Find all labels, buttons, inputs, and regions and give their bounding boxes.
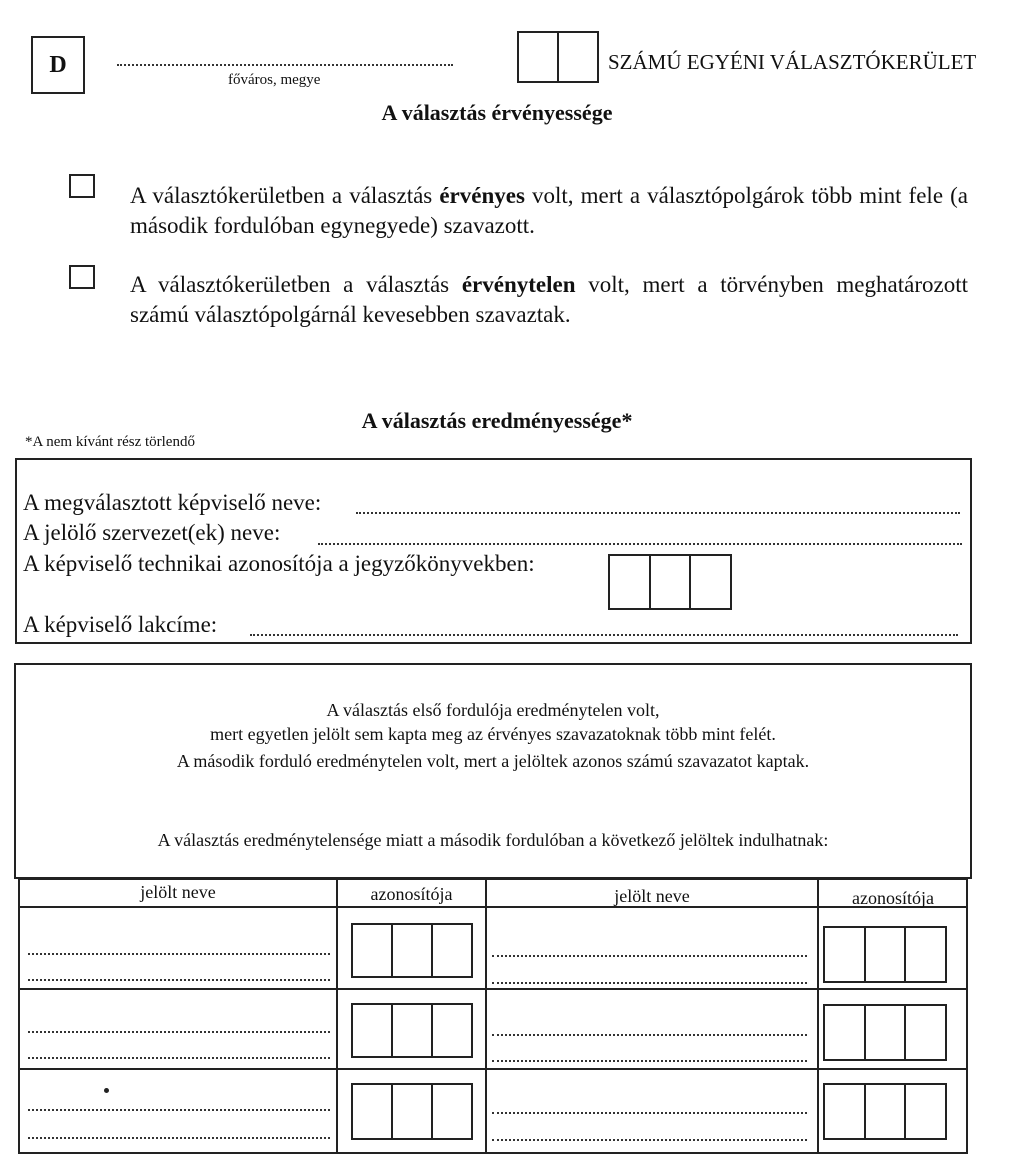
district-number-boxes[interactable]: [517, 31, 599, 83]
invalid-option-keyword: érvénytelen: [461, 272, 576, 297]
unsuccessful-line-3: A második forduló eredménytelen volt, mert a jelöltek azonos számú szavazatot kaptak.: [176, 751, 810, 771]
col-sep-3: [817, 878, 819, 1154]
left-name-field-row1-b[interactable]: [28, 979, 330, 981]
id-digit[interactable]: [393, 1005, 433, 1056]
valid-option-text: [130, 181, 968, 241]
right-id-boxes-row2[interactable]: [823, 1004, 947, 1061]
header-id-left: azonosítója: [370, 884, 453, 904]
id-digit[interactable]: [433, 1085, 471, 1138]
col-sep-2: [485, 878, 487, 1154]
right-name-field-row3-b[interactable]: [492, 1139, 807, 1141]
left-name-field-row2-b[interactable]: [28, 1057, 330, 1059]
id-digit[interactable]: [906, 1085, 945, 1138]
invalid-option-pre: A választókerületben a választás: [130, 272, 462, 297]
row-sep-1: [18, 988, 968, 990]
location-field[interactable]: [117, 64, 453, 66]
technical-id-label: A képviselő technikai azonosítója a jegyzőkönyvekben:: [23, 551, 535, 576]
right-name-field-row1-a[interactable]: [492, 955, 807, 957]
district-number-digit-1[interactable]: [519, 33, 559, 81]
id-digit[interactable]: [393, 925, 433, 976]
elected-name-label: A megválasztott képviselő neve:: [23, 490, 322, 515]
id-digit[interactable]: [353, 1085, 393, 1138]
left-name-field-row3-b[interactable]: [28, 1137, 330, 1139]
id-digit[interactable]: [866, 928, 907, 981]
right-id-boxes-row1[interactable]: [823, 926, 947, 983]
invalid-checkbox[interactable]: [69, 265, 95, 289]
validity-title: A választás érvényessége: [381, 100, 613, 125]
col-sep-1: [336, 878, 338, 1154]
left-name-field-row1-a[interactable]: [28, 953, 330, 955]
id-digit[interactable]: [866, 1085, 907, 1138]
left-id-boxes-row1[interactable]: [351, 923, 473, 978]
stray-mark: [104, 1088, 109, 1093]
id-digit[interactable]: [825, 1006, 866, 1059]
right-name-field-row3-a[interactable]: [492, 1112, 807, 1114]
id-digit[interactable]: [906, 928, 945, 981]
id-digit[interactable]: [433, 1005, 471, 1056]
deletion-footnote: *A nem kívánt rész törlendő: [25, 434, 195, 450]
district-letter: D: [49, 51, 67, 78]
technical-id-boxes[interactable]: [608, 554, 732, 610]
id-digit[interactable]: [906, 1006, 945, 1059]
left-name-field-row2-a[interactable]: [28, 1031, 330, 1033]
id-digit[interactable]: [393, 1085, 433, 1138]
left-name-field-row3-a[interactable]: [28, 1109, 330, 1111]
left-id-boxes-row2[interactable]: [351, 1003, 473, 1058]
header-name-left: jelölt neve: [140, 882, 216, 902]
address-field[interactable]: [250, 634, 958, 636]
elected-name-field[interactable]: [356, 512, 960, 514]
valid-option-pre: A választókerületben a választás: [130, 183, 440, 208]
invalid-option-post: volt, mert a törvényben meghatározott számú választópolgárnál kevesebben szavaztak.: [130, 272, 968, 327]
nominating-org-field[interactable]: [318, 543, 962, 545]
location-caption: főváros, megye: [228, 72, 321, 88]
left-id-boxes-row3[interactable]: [351, 1083, 473, 1140]
header-name-right: jelölt neve: [614, 886, 690, 906]
result-title: A választás eredményessége*: [361, 408, 633, 433]
id-digit[interactable]: [433, 925, 471, 976]
district-letter-box: [31, 36, 85, 94]
id-digit[interactable]: [825, 928, 866, 981]
unsuccessful-line-1: A választás első fordulója eredménytelen volt,: [326, 700, 660, 720]
right-name-field-row2-b[interactable]: [492, 1060, 807, 1062]
invalid-option-text: [130, 270, 968, 330]
technical-id-digit-3[interactable]: [691, 556, 730, 608]
right-name-field-row1-b[interactable]: [492, 982, 807, 984]
valid-option-keyword: érvényes: [439, 183, 525, 208]
right-name-field-row2-a[interactable]: [492, 1034, 807, 1036]
id-digit[interactable]: [825, 1085, 866, 1138]
district-label: SZÁMÚ EGYÉNI VÁLASZTÓKERÜLET: [608, 50, 977, 74]
technical-id-digit-1[interactable]: [610, 556, 651, 608]
technical-id-digit-2[interactable]: [651, 556, 692, 608]
row-sep-2: [18, 1068, 968, 1070]
valid-checkbox[interactable]: [69, 174, 95, 198]
address-label: A képviselő lakcíme:: [23, 612, 218, 637]
nominating-org-label: A jelölő szervezet(ek) neve:: [23, 520, 281, 545]
district-number-digit-2[interactable]: [559, 33, 597, 81]
id-digit[interactable]: [866, 1006, 907, 1059]
valid-option-post: volt, mert a választópolgárok több mint fele (a második fordulóban egynegyede) szavazott.: [130, 183, 968, 238]
id-digit[interactable]: [353, 1005, 393, 1056]
unsuccessful-line-2: mert egyetlen jelölt sem kapta meg az érvényes szavazatoknak több mint felét.: [210, 724, 776, 744]
right-id-boxes-row3[interactable]: [823, 1083, 947, 1140]
id-digit[interactable]: [353, 925, 393, 976]
header-id-right: azonosítója: [852, 888, 934, 908]
unsuccessful-line-4: A választás eredménytelensége miatt a második fordulóban a következő jelöltek indulhatnak:: [157, 830, 829, 850]
